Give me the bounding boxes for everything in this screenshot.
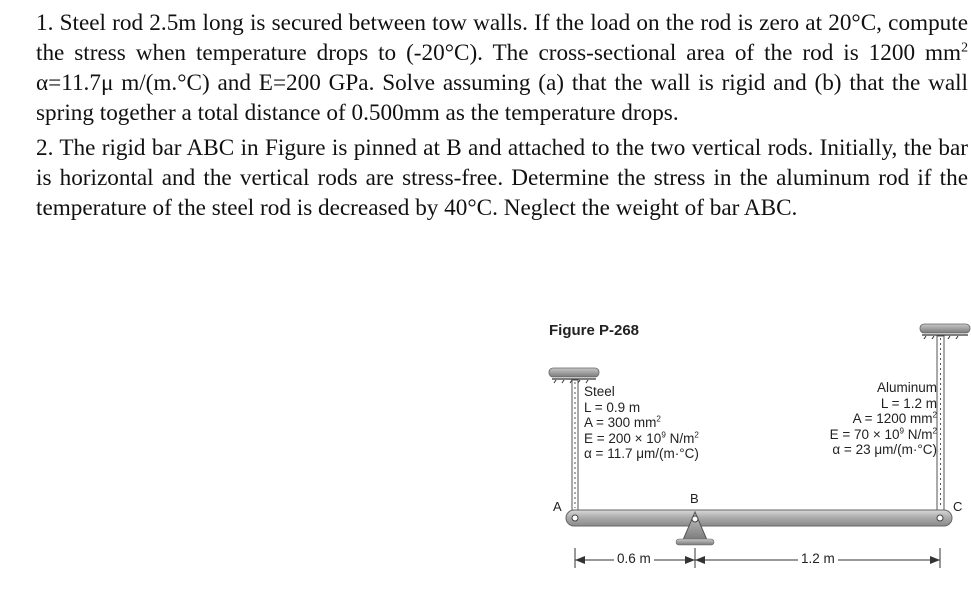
steel-length: L = 0.9 m: [584, 399, 641, 415]
steel-modulus: $E = 200 \times 10^9$ $N/m^2$: [584, 430, 699, 446]
p1-sup: 2: [961, 40, 969, 56]
p1-line2: at 20°C, compute the stress when temperature drops to (-20°C). The cross-sectional: [36, 10, 969, 66]
p1-line5: 0.500mm as the temperature drops.: [351, 100, 679, 126]
aluminum-properties: [830, 380, 937, 458]
steel-area: A = 300 $mm^2$: [584, 414, 661, 430]
point-a-label: A: [553, 499, 562, 514]
aluminum-name: Aluminum: [876, 380, 937, 395]
steel-name: Steel: [584, 384, 615, 399]
aluminum-length: L = 1.2 m: [880, 395, 937, 411]
steel-properties: [584, 384, 699, 462]
aluminum-modulus: $E = 70 \times 10^9$ $N/m^2$: [829, 426, 937, 442]
steel-alpha: α = 11.7 μm/(m·°C): [584, 446, 699, 461]
p1-line3a: area of the rod is 1200 mm: [686, 40, 962, 66]
rigid-bar: [566, 510, 952, 526]
p1-line1: 1. Steel rod 2.5m long is secured between tow walls. If the load on the rod is zero: [36, 10, 800, 36]
aluminum-rod: [937, 336, 944, 510]
dimension-bc: 1.2 m: [798, 551, 838, 566]
problem-2: 2. The rigid bar ABC in Figure is pinned at B and attached to the two vertical rods. Initially, the bar is horizontal and the vertical rods are stress-free. Determine the stress in the aluminum rod if the temperature of the steel rod is decreased by 40°C. Neglect the weight of bar ABC.: [36, 135, 968, 221]
p1-line4: that the wall is rigid and (b) that the wall spring together a total distance of: [36, 70, 968, 126]
aluminum-alpha: α = 23 μm/(m·°C): [832, 442, 937, 457]
point-b-label: B: [690, 491, 699, 506]
p1-line3b: α=11.7μ m/(m.°C) and E=200 GPa. Solve assuming (a): [36, 70, 564, 96]
dimension-ab: 0.6 m: [614, 551, 654, 566]
figure-title: Figure P-268: [549, 322, 640, 339]
point-c-label: C: [953, 499, 963, 514]
aluminum-support: [920, 324, 970, 339]
steel-rod: [572, 380, 578, 510]
aluminum-area: A = 1200 $mm^2$: [852, 410, 937, 426]
